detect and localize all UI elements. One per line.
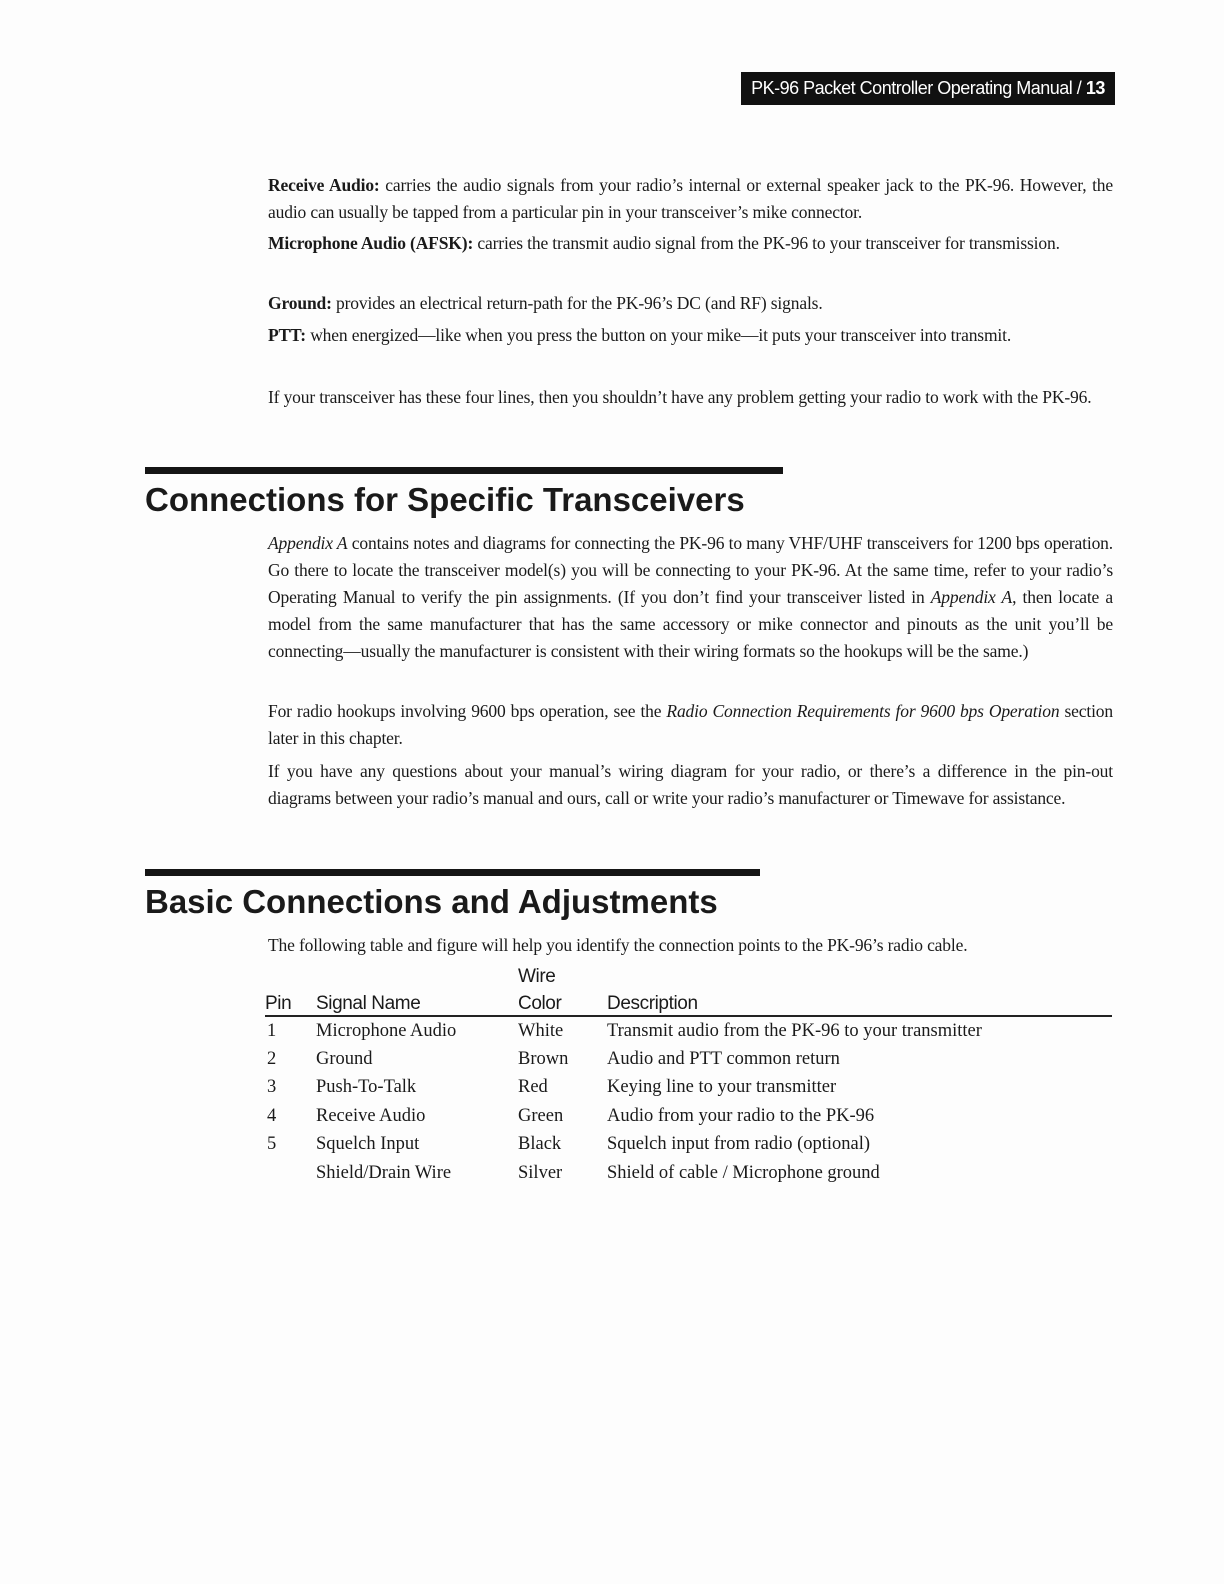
definition: carries the audio signals from your radio’s internal or external speaker jack to the PK-96. However, the audio can usually be tapped from a particular pin in your transceiver’s mike connector.	[268, 175, 1114, 222]
text: , then locate a model from the same manufacturer that has the same accessory or mike connector and pinouts as the unit you’ll be connecting—usually the manufacturer is consistent with their wiring formats so the hookups will be the same.)	[268, 587, 1113, 661]
cell-desc: Keying line to your transmitter	[607, 1077, 837, 1097]
section-heading: Basic Connections and Adjustments	[145, 883, 718, 920]
intro-paragraph	[268, 172, 1113, 226]
col-header-color: Color	[518, 993, 562, 1014]
table-row	[0, 1134, 1224, 1162]
cell-signal: Ground	[316, 1049, 373, 1069]
cell-pin: 2	[267, 1049, 277, 1069]
section1-paragraph	[268, 698, 1113, 752]
cell-desc: Transmit audio from the PK-96 to your transmitter	[607, 1021, 982, 1041]
section-ref: Radio Connection Requirements for 9600 bps Operation	[666, 701, 1060, 721]
header-title: PK-96 Packet Controller Operating Manual /	[751, 78, 1082, 98]
text: section later in this chapter.	[268, 701, 1113, 748]
cell-color: Brown	[518, 1049, 569, 1069]
term: Receive Audio:	[268, 175, 380, 195]
appendix-ref: Appendix A	[268, 533, 348, 553]
running-header	[741, 72, 1115, 105]
cell-color: Green	[518, 1106, 564, 1126]
cell-color: Black	[518, 1134, 562, 1154]
table-row	[0, 1049, 1224, 1077]
table-row	[0, 1163, 1224, 1191]
appendix-ref: Appendix A	[930, 587, 1013, 607]
table-row	[0, 1106, 1224, 1134]
section1-paragraph: If you have any questions about your manual’s wiring diagram for your radio, or there’s a difference in the pin-out diagrams between your radio’s manual and ours, call or write your radio’s manufacturer or Timewave for assistance.	[268, 761, 1113, 808]
section2-intro: The following table and figure will help you identify the connection points to the PK-96’s radio cable.	[268, 935, 968, 955]
definition: provides an electrical return-path for the PK-96’s DC (and RF) signals.	[331, 293, 823, 313]
col-header-wire: Wire	[518, 966, 556, 987]
paragraph-text: If your transceiver has these four lines, then you shouldn’t have any problem getting your radio to work with the PK-96.	[268, 387, 1092, 407]
table-row	[0, 1077, 1224, 1105]
cell-pin: 1	[267, 1021, 277, 1041]
term: Ground:	[268, 293, 332, 313]
cell-pin: 5	[267, 1134, 277, 1154]
cell-color: White	[518, 1021, 564, 1041]
definition: when energized—like when you press the button on your mike—it puts your transceiver into transmit.	[305, 325, 1012, 345]
cell-pin: 4	[267, 1106, 277, 1126]
col-header-pin: Pin	[265, 993, 292, 1014]
intro-paragraph	[268, 384, 1113, 411]
cell-desc: Squelch input from radio (optional)	[607, 1134, 871, 1154]
definition: carries the transmit audio signal from the PK-96 to your transceiver for transmission.	[473, 233, 1060, 253]
term: Microphone Audio (AFSK):	[268, 233, 474, 253]
section1-paragraph	[268, 530, 1113, 665]
intro-paragraph	[268, 322, 1113, 349]
header-underline	[265, 1015, 1112, 1017]
text: contains notes and diagrams for connecting the PK-96 to many VHF/UHF transceivers for 1200 bps operation. Go there to locate the transceiver model(s) you will be connecting to your PK-96. At the same time, refer to your radio’s Operating Manual to verify the pin assignments. (If you don’t find your transceiver listed in	[268, 533, 1113, 607]
cell-pin: 3	[267, 1077, 277, 1097]
cell-signal: Microphone Audio	[316, 1021, 457, 1041]
cell-color: Red	[518, 1077, 548, 1097]
term: PTT:	[268, 325, 306, 345]
cell-signal: Squelch Input	[316, 1134, 420, 1154]
cell-desc: Shield of cable / Microphone ground	[607, 1163, 880, 1183]
table-row	[0, 1021, 1224, 1049]
cell-signal: Push-To-Talk	[316, 1077, 417, 1097]
cell-color: Silver	[518, 1163, 563, 1183]
cell-desc: Audio from your radio to the PK-96	[607, 1106, 875, 1126]
section-rule	[145, 869, 760, 876]
cell-signal: Receive Audio	[316, 1106, 426, 1126]
cell-signal: Shield/Drain Wire	[316, 1163, 452, 1183]
intro-paragraph	[268, 230, 1113, 257]
page-number: 13	[1085, 78, 1105, 98]
text: For radio hookups involving 9600 bps operation, see the	[268, 701, 667, 721]
intro-paragraph	[268, 290, 1113, 317]
col-header-signal: Signal Name	[316, 993, 421, 1014]
cell-desc: Audio and PTT common return	[607, 1049, 840, 1069]
section-rule	[145, 467, 783, 474]
section-heading: Connections for Specific Transceivers	[145, 481, 745, 518]
col-header-description: Description	[607, 993, 698, 1014]
